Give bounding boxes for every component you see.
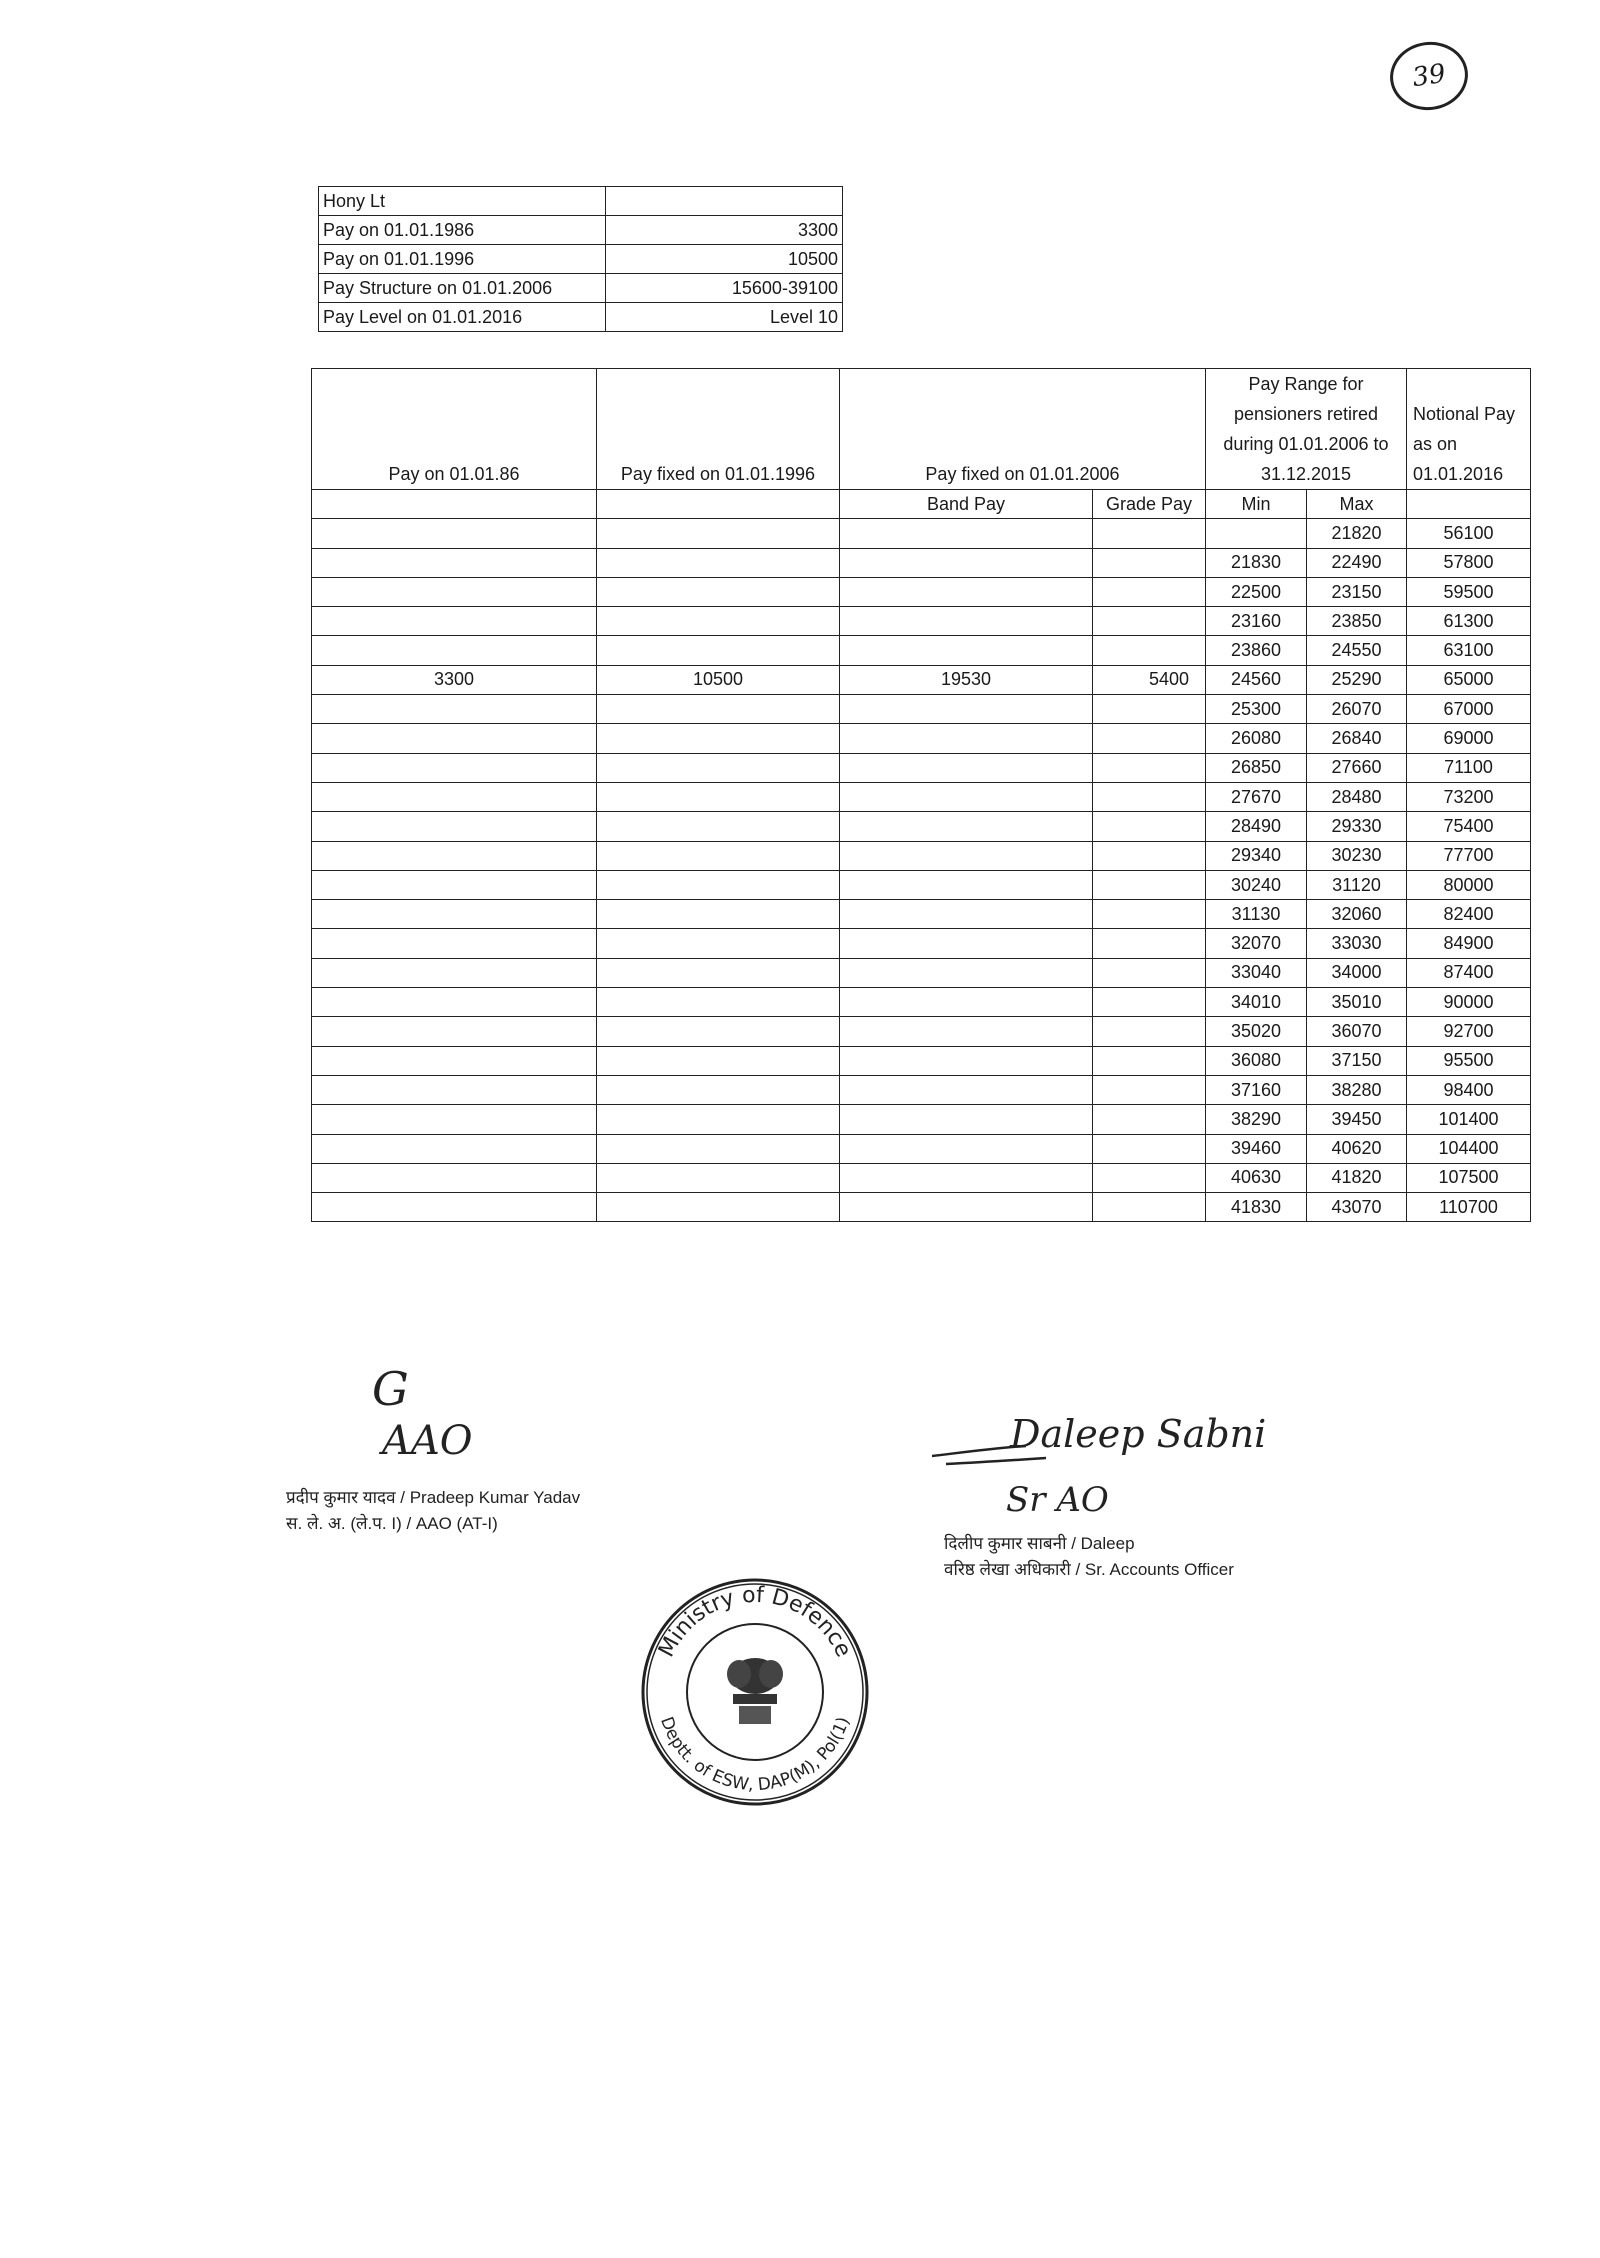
cell-range-max: 25290 bbox=[1307, 665, 1407, 694]
cell-band-pay bbox=[840, 577, 1093, 606]
table-row bbox=[312, 958, 1531, 987]
cell-band-pay bbox=[840, 607, 1093, 636]
cell-grade-pay bbox=[1093, 1075, 1206, 1104]
cell-grade-pay bbox=[1093, 900, 1206, 929]
cell-pay-1986 bbox=[312, 1193, 597, 1222]
cell-range-max: 38280 bbox=[1307, 1075, 1407, 1104]
subheader-grade-pay: Grade Pay bbox=[1093, 490, 1206, 519]
table-row bbox=[312, 548, 1531, 577]
left-signatory-title: स. ले. अ. (ले.प. I) / AAO (AT-I) bbox=[286, 1514, 498, 1533]
table-row bbox=[312, 929, 1531, 958]
cell-pay-1986 bbox=[312, 548, 597, 577]
cell-pay-1996 bbox=[597, 988, 840, 1017]
cell-range-min: 32070 bbox=[1206, 929, 1307, 958]
header-pay-1996: Pay fixed on 01.01.1996 bbox=[597, 369, 840, 490]
cell-notional-pay: 61300 bbox=[1407, 607, 1531, 636]
cell-band-pay bbox=[840, 1075, 1093, 1104]
cell-pay-1986 bbox=[312, 1075, 597, 1104]
page-number bbox=[1386, 37, 1473, 115]
cell-range-max: 39450 bbox=[1307, 1105, 1407, 1134]
header-pay-range: Pay Range for pensioners retired during 01.01.2006 to 31.12.2015 bbox=[1206, 369, 1407, 490]
cell-pay-1986 bbox=[312, 958, 597, 987]
cell-band-pay bbox=[840, 636, 1093, 665]
svg-text:Ministry of Defence bbox=[654, 1583, 856, 1661]
summary-title-row bbox=[319, 187, 843, 216]
cell-band-pay bbox=[840, 519, 1093, 548]
cell-pay-1986 bbox=[312, 1017, 597, 1046]
cell-notional-pay: 75400 bbox=[1407, 812, 1531, 841]
cell-range-min: 37160 bbox=[1206, 1075, 1307, 1104]
subheader-min: Min bbox=[1206, 490, 1307, 519]
subheader-row bbox=[312, 490, 1531, 519]
right-signature: Daleep Sabni bbox=[1010, 1412, 1267, 1456]
cell-range-max: 33030 bbox=[1307, 929, 1407, 958]
cell-grade-pay bbox=[1093, 1046, 1206, 1075]
cell-grade-pay bbox=[1093, 870, 1206, 899]
summary-row bbox=[319, 216, 843, 245]
cell-band-pay bbox=[840, 724, 1093, 753]
summary-label: Pay Structure on 01.01.2006 bbox=[319, 274, 606, 303]
cell-pay-1996 bbox=[597, 929, 840, 958]
header-notional-pay: Notional Pay as on 01.01.2016 bbox=[1407, 369, 1531, 490]
cell-range-min: 33040 bbox=[1206, 958, 1307, 987]
cell-grade-pay bbox=[1093, 1134, 1206, 1163]
svg-text:Deptt. of ESW, DAP(M), Pol(1) bbox=[656, 1714, 854, 1795]
table-row bbox=[312, 753, 1531, 782]
cell-pay-1986 bbox=[312, 753, 597, 782]
summary-value: 3300 bbox=[606, 216, 843, 245]
cell-range-min: 21830 bbox=[1206, 548, 1307, 577]
cell-pay-1986 bbox=[312, 782, 597, 811]
table-row bbox=[312, 870, 1531, 899]
cell-grade-pay: 5400 bbox=[1093, 665, 1206, 694]
cell-band-pay bbox=[840, 782, 1093, 811]
cell-grade-pay bbox=[1093, 958, 1206, 987]
cell-notional-pay: 87400 bbox=[1407, 958, 1531, 987]
cell-range-max: 36070 bbox=[1307, 1017, 1407, 1046]
cell-pay-1986 bbox=[312, 841, 597, 870]
table-row bbox=[312, 577, 1531, 606]
cell-band-pay bbox=[840, 1193, 1093, 1222]
cell-pay-1986 bbox=[312, 812, 597, 841]
cell-range-min: 34010 bbox=[1206, 988, 1307, 1017]
cell-pay-1996 bbox=[597, 1075, 840, 1104]
table-row bbox=[312, 1075, 1531, 1104]
cell-grade-pay bbox=[1093, 1017, 1206, 1046]
cell-range-min: 29340 bbox=[1206, 841, 1307, 870]
cell-band-pay bbox=[840, 1134, 1093, 1163]
cell-grade-pay bbox=[1093, 841, 1206, 870]
subheader-empty bbox=[1407, 490, 1531, 519]
table-row bbox=[312, 1163, 1531, 1192]
cell-notional-pay: 56100 bbox=[1407, 519, 1531, 548]
cell-pay-1996 bbox=[597, 812, 840, 841]
cell-pay-1986 bbox=[312, 1163, 597, 1192]
cell-grade-pay bbox=[1093, 636, 1206, 665]
cell-range-max: 27660 bbox=[1307, 753, 1407, 782]
initial-signature: G bbox=[372, 1362, 409, 1416]
cell-range-max: 24550 bbox=[1307, 636, 1407, 665]
cell-pay-1996 bbox=[597, 1017, 840, 1046]
cell-notional-pay: 57800 bbox=[1407, 548, 1531, 577]
subheader-max: Max bbox=[1307, 490, 1407, 519]
summary-value: 10500 bbox=[606, 245, 843, 274]
cell-range-min: 23860 bbox=[1206, 636, 1307, 665]
stamp-bottom-text: Deptt. of ESW, DAP(M), Pol(1) bbox=[655, 1714, 854, 1796]
cell-notional-pay: 71100 bbox=[1407, 753, 1531, 782]
cell-pay-1986 bbox=[312, 1105, 597, 1134]
cell-range-min: 26080 bbox=[1206, 724, 1307, 753]
table-row bbox=[312, 1193, 1531, 1222]
cell-range-max: 34000 bbox=[1307, 958, 1407, 987]
cell-grade-pay bbox=[1093, 519, 1206, 548]
cell-pay-1986 bbox=[312, 929, 597, 958]
cell-grade-pay bbox=[1093, 1193, 1206, 1222]
cell-band-pay bbox=[840, 812, 1093, 841]
cell-range-min: 39460 bbox=[1206, 1134, 1307, 1163]
cell-grade-pay bbox=[1093, 988, 1206, 1017]
cell-range-max: 21820 bbox=[1307, 519, 1407, 548]
cell-pay-1996 bbox=[597, 724, 840, 753]
cell-notional-pay: 92700 bbox=[1407, 1017, 1531, 1046]
cell-range-max: 32060 bbox=[1307, 900, 1407, 929]
cell-pay-1996 bbox=[597, 636, 840, 665]
pay-fixation-table bbox=[311, 368, 1531, 1222]
cell-range-max: 40620 bbox=[1307, 1134, 1407, 1163]
cell-pay-1996 bbox=[597, 841, 840, 870]
table-row bbox=[312, 519, 1531, 548]
cell-range-min: 31130 bbox=[1206, 900, 1307, 929]
cell-pay-1996 bbox=[597, 870, 840, 899]
right-signatory-name: दिलीप कुमार साबनी / Daleep bbox=[944, 1534, 1135, 1553]
cell-grade-pay bbox=[1093, 812, 1206, 841]
table-row bbox=[312, 695, 1531, 724]
cell-pay-1996 bbox=[597, 1105, 840, 1134]
table-row bbox=[312, 1134, 1531, 1163]
cell-band-pay bbox=[840, 1046, 1093, 1075]
cell-pay-1996 bbox=[597, 607, 840, 636]
cell-pay-1996 bbox=[597, 519, 840, 548]
cell-range-min: 30240 bbox=[1206, 870, 1307, 899]
cell-pay-1996 bbox=[597, 1134, 840, 1163]
stamp-top-text: Ministry of Defence bbox=[654, 1582, 856, 1662]
emblem-icon bbox=[727, 1658, 783, 1724]
cell-band-pay: 19530 bbox=[840, 665, 1093, 694]
cell-pay-1996: 10500 bbox=[597, 665, 840, 694]
cell-pay-1996 bbox=[597, 1193, 840, 1222]
cell-notional-pay: 90000 bbox=[1407, 988, 1531, 1017]
cell-pay-1986 bbox=[312, 695, 597, 724]
cell-range-min: 26850 bbox=[1206, 753, 1307, 782]
cell-notional-pay: 84900 bbox=[1407, 929, 1531, 958]
cell-pay-1986 bbox=[312, 607, 597, 636]
cell-notional-pay: 69000 bbox=[1407, 724, 1531, 753]
table-row bbox=[312, 665, 1531, 694]
summary-label: Pay on 01.01.1986 bbox=[319, 216, 606, 245]
summary-value: 15600-39100 bbox=[606, 274, 843, 303]
cell-band-pay bbox=[840, 1105, 1093, 1134]
ministry-of-defence-stamp bbox=[635, 1572, 875, 1812]
cell-notional-pay: 73200 bbox=[1407, 782, 1531, 811]
cell-notional-pay: 67000 bbox=[1407, 695, 1531, 724]
cell-pay-1986 bbox=[312, 577, 597, 606]
subheader-band-pay: Band Pay bbox=[840, 490, 1093, 519]
cell-notional-pay: 65000 bbox=[1407, 665, 1531, 694]
cell-band-pay bbox=[840, 900, 1093, 929]
cell-pay-1996 bbox=[597, 1046, 840, 1075]
cell-band-pay bbox=[840, 548, 1093, 577]
cell-grade-pay bbox=[1093, 548, 1206, 577]
table-row bbox=[312, 812, 1531, 841]
cell-range-max: 29330 bbox=[1307, 812, 1407, 841]
cell-notional-pay: 95500 bbox=[1407, 1046, 1531, 1075]
cell-range-min: 27670 bbox=[1206, 782, 1307, 811]
cell-pay-1996 bbox=[597, 1163, 840, 1192]
subheader-empty bbox=[312, 490, 597, 519]
cell-grade-pay bbox=[1093, 782, 1206, 811]
cell-notional-pay: 101400 bbox=[1407, 1105, 1531, 1134]
cell-pay-1986: 3300 bbox=[312, 665, 597, 694]
cell-grade-pay bbox=[1093, 929, 1206, 958]
pay-table-body bbox=[312, 519, 1531, 1222]
summary-row bbox=[319, 274, 843, 303]
cell-band-pay bbox=[840, 988, 1093, 1017]
cell-range-min: 35020 bbox=[1206, 1017, 1307, 1046]
summary-label: Pay Level on 01.01.2016 bbox=[319, 303, 606, 332]
cell-pay-1996 bbox=[597, 577, 840, 606]
cell-pay-1996 bbox=[597, 782, 840, 811]
header-pay-2006: Pay fixed on 01.01.2006 bbox=[840, 369, 1206, 490]
cell-range-min: 23160 bbox=[1206, 607, 1307, 636]
cell-grade-pay bbox=[1093, 724, 1206, 753]
table-row bbox=[312, 607, 1531, 636]
cell-grade-pay bbox=[1093, 1163, 1206, 1192]
cell-pay-1996 bbox=[597, 900, 840, 929]
cell-range-max: 30230 bbox=[1307, 841, 1407, 870]
cell-range-max: 43070 bbox=[1307, 1193, 1407, 1222]
cell-range-min: 22500 bbox=[1206, 577, 1307, 606]
cell-range-max: 23850 bbox=[1307, 607, 1407, 636]
table-row bbox=[312, 1105, 1531, 1134]
table-row bbox=[312, 1046, 1531, 1075]
cell-band-pay bbox=[840, 1163, 1093, 1192]
table-row bbox=[312, 782, 1531, 811]
cell-range-min: 24560 bbox=[1206, 665, 1307, 694]
cell-range-max: 23150 bbox=[1307, 577, 1407, 606]
sr-ao-signature: Sr AO bbox=[1006, 1480, 1109, 1520]
cell-grade-pay bbox=[1093, 1105, 1206, 1134]
cell-range-min: 38290 bbox=[1206, 1105, 1307, 1134]
cell-pay-1986 bbox=[312, 900, 597, 929]
right-signatory-title: वरिष्ठ लेखा अधिकारी / Sr. Accounts Officer bbox=[944, 1560, 1234, 1579]
cell-range-max: 31120 bbox=[1307, 870, 1407, 899]
cell-range-max: 26840 bbox=[1307, 724, 1407, 753]
cell-notional-pay: 98400 bbox=[1407, 1075, 1531, 1104]
cell-band-pay bbox=[840, 929, 1093, 958]
cell-notional-pay: 107500 bbox=[1407, 1163, 1531, 1192]
table-row bbox=[312, 636, 1531, 665]
cell-pay-1986 bbox=[312, 724, 597, 753]
cell-band-pay bbox=[840, 958, 1093, 987]
cell-pay-1996 bbox=[597, 548, 840, 577]
cell-pay-1986 bbox=[312, 1046, 597, 1075]
cell-grade-pay bbox=[1093, 607, 1206, 636]
page-number-text: 39 bbox=[1410, 58, 1448, 94]
cell-range-max: 26070 bbox=[1307, 695, 1407, 724]
table-row bbox=[312, 1017, 1531, 1046]
cell-range-max: 37150 bbox=[1307, 1046, 1407, 1075]
cell-band-pay bbox=[840, 695, 1093, 724]
table-row bbox=[312, 841, 1531, 870]
cell-pay-1986 bbox=[312, 519, 597, 548]
cell-pay-1986 bbox=[312, 988, 597, 1017]
cell-notional-pay: 110700 bbox=[1407, 1193, 1531, 1222]
cell-pay-1986 bbox=[312, 636, 597, 665]
subheader-empty bbox=[597, 490, 840, 519]
summary-row bbox=[319, 303, 843, 332]
cell-band-pay bbox=[840, 1017, 1093, 1046]
cell-notional-pay: 63100 bbox=[1407, 636, 1531, 665]
cell-notional-pay: 80000 bbox=[1407, 870, 1531, 899]
cell-range-min: 40630 bbox=[1206, 1163, 1307, 1192]
cell-grade-pay bbox=[1093, 753, 1206, 782]
cell-pay-1996 bbox=[597, 753, 840, 782]
cell-range-min bbox=[1206, 519, 1307, 548]
cell-notional-pay: 82400 bbox=[1407, 900, 1531, 929]
summary-body bbox=[319, 187, 843, 332]
cell-grade-pay bbox=[1093, 695, 1206, 724]
cell-pay-1986 bbox=[312, 870, 597, 899]
cell-range-min: 25300 bbox=[1206, 695, 1307, 724]
cell-pay-1986 bbox=[312, 1134, 597, 1163]
table-row bbox=[312, 988, 1531, 1017]
left-signatory-name: प्रदीप कुमार यादव / Pradeep Kumar Yadav bbox=[286, 1488, 581, 1507]
cell-grade-pay bbox=[1093, 577, 1206, 606]
cell-notional-pay: 59500 bbox=[1407, 577, 1531, 606]
cell-band-pay bbox=[840, 841, 1093, 870]
cell-range-min: 41830 bbox=[1206, 1193, 1307, 1222]
summary-title-value bbox=[606, 187, 843, 216]
header-row bbox=[312, 369, 1531, 490]
header-pay-1986: Pay on 01.01.86 bbox=[312, 369, 597, 490]
summary-table bbox=[318, 186, 843, 332]
summary-value: Level 10 bbox=[606, 303, 843, 332]
summary-row bbox=[319, 245, 843, 274]
cell-band-pay bbox=[840, 753, 1093, 782]
table-row bbox=[312, 724, 1531, 753]
cell-notional-pay: 104400 bbox=[1407, 1134, 1531, 1163]
cell-range-max: 28480 bbox=[1307, 782, 1407, 811]
aao-signature: AAO bbox=[382, 1418, 473, 1464]
summary-label: Pay on 01.01.1996 bbox=[319, 245, 606, 274]
cell-range-max: 35010 bbox=[1307, 988, 1407, 1017]
cell-pay-1996 bbox=[597, 695, 840, 724]
cell-notional-pay: 77700 bbox=[1407, 841, 1531, 870]
cell-band-pay bbox=[840, 870, 1093, 899]
cell-range-max: 22490 bbox=[1307, 548, 1407, 577]
cell-range-min: 28490 bbox=[1206, 812, 1307, 841]
cell-range-max: 41820 bbox=[1307, 1163, 1407, 1192]
cell-pay-1996 bbox=[597, 958, 840, 987]
table-row bbox=[312, 900, 1531, 929]
summary-title: Hony Lt bbox=[319, 187, 606, 216]
cell-range-min: 36080 bbox=[1206, 1046, 1307, 1075]
